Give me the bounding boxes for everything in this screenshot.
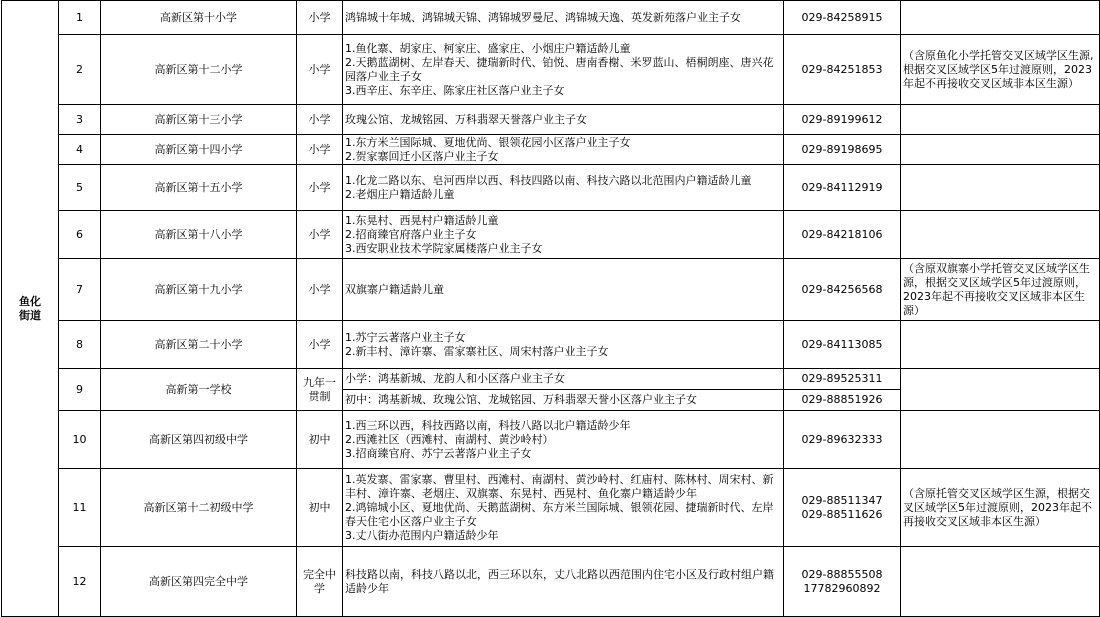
school-name: 高新区第十八小学 bbox=[101, 211, 297, 259]
area-line: 2.西滩社区（西滩村、南湖村、黄沙岭村） bbox=[345, 432, 554, 446]
note bbox=[901, 165, 1100, 211]
area-line: 2.贺家寨回迁小区落户业主子女 bbox=[345, 149, 499, 163]
note bbox=[901, 369, 1100, 411]
street-name: 鱼化 街道 bbox=[2, 1, 59, 617]
note bbox=[901, 211, 1100, 259]
phone-line: 029-89199612 bbox=[801, 112, 883, 126]
area-line: 2.新丰村、漳许寨、雷家寨社区、周宋村落户业主子女 bbox=[345, 344, 609, 358]
area-line: 3.招商臻官府、苏宁云著落户业主子女 bbox=[345, 446, 532, 460]
school-name: 高新区第四初级中学 bbox=[101, 411, 297, 469]
area-line: 1.东晃村、西晃村户籍适龄儿童 bbox=[345, 213, 499, 227]
table-row bbox=[2, 35, 1100, 105]
area-line: 3.丈八街办范围内户籍适龄少年 bbox=[345, 528, 499, 542]
enrollment-area bbox=[343, 1, 784, 35]
row-number: 1 bbox=[59, 1, 101, 35]
school-name: 高新区第十小学 bbox=[101, 1, 297, 35]
row-number: 7 bbox=[59, 259, 101, 321]
phone-line: 029-88511626 bbox=[801, 507, 883, 521]
enrollment-area bbox=[343, 165, 784, 211]
school-name: 高新区第二十小学 bbox=[101, 321, 297, 369]
phone-line: 029-84258915 bbox=[801, 10, 883, 24]
note bbox=[901, 1, 1100, 35]
note bbox=[901, 105, 1100, 135]
enrollment-area bbox=[343, 135, 784, 165]
note: （含原鱼化小学托管交叉区域学区生源,根据交叉区域学区5年过渡原则，2023年起不再接收交叉区域非本区生源） bbox=[901, 35, 1100, 105]
row-number: 4 bbox=[59, 135, 101, 165]
note bbox=[901, 411, 1100, 469]
area-line: 3.西辛庄、东辛庄、陈家庄社区落户业主子女 bbox=[345, 83, 565, 97]
area-line: 科技路以南，科技八路以北，西三环以东，丈八北路以西范围内住宅小区及行政村组户籍适龄少年 bbox=[345, 567, 774, 595]
school-type: 小学 bbox=[297, 105, 343, 135]
row-number: 3 bbox=[59, 105, 101, 135]
phone-line: 029-84256568 bbox=[801, 282, 883, 296]
school-name: 高新区第十二小学 bbox=[101, 35, 297, 105]
area-line: 3.西安职业技术学院家属楼落户业主子女 bbox=[345, 241, 543, 255]
note bbox=[901, 135, 1100, 165]
school-name: 高新区第十四小学 bbox=[101, 135, 297, 165]
enrollment-area bbox=[343, 259, 784, 321]
row-number: 2 bbox=[59, 35, 101, 105]
phone-line: 029-88855508 bbox=[801, 567, 883, 581]
table-body bbox=[2, 1, 1100, 617]
school-type: 完全中学 bbox=[297, 547, 343, 617]
note bbox=[901, 321, 1100, 369]
phone bbox=[784, 411, 901, 469]
phone-line: 17782960892 bbox=[803, 581, 881, 595]
school-type: 九年一贯制 bbox=[297, 369, 343, 411]
phone-line: 029-84113085 bbox=[801, 337, 883, 351]
phone bbox=[784, 1, 901, 35]
enrollment-area bbox=[343, 411, 784, 469]
phone bbox=[784, 259, 901, 321]
area-line: 2.天鹅蓝湖树、左岸春天、捷瑞新时代、铂悦、唐南香榭、米罗蓝山、梧桐朗座、唐兴花园落户业主子女 bbox=[345, 55, 774, 83]
table-row bbox=[2, 321, 1100, 369]
enrollment-table bbox=[1, 0, 1100, 617]
phone-line: 029-88511347 bbox=[801, 493, 883, 507]
phone bbox=[784, 469, 901, 547]
school-name: 高新区第十五小学 bbox=[101, 165, 297, 211]
phone-line: 029-89198695 bbox=[801, 142, 883, 156]
table-row bbox=[2, 165, 1100, 211]
phone-line: 029-89632333 bbox=[801, 432, 883, 446]
enrollment-area bbox=[343, 321, 784, 369]
enrollment-area bbox=[343, 469, 784, 547]
table-row bbox=[2, 135, 1100, 165]
phone-primary: 029-89525311 bbox=[784, 369, 901, 390]
enrollment-area bbox=[343, 35, 784, 105]
note: （含原托管交叉区域学区生源，根据交叉区域学区5年过渡原则，2023年起不再接收交叉区域非本区生源） bbox=[901, 469, 1100, 547]
row-number: 8 bbox=[59, 321, 101, 369]
school-type: 小学 bbox=[297, 321, 343, 369]
school-type: 小学 bbox=[297, 1, 343, 35]
enrollment-area bbox=[343, 547, 784, 617]
school-type: 小学 bbox=[297, 165, 343, 211]
table-row bbox=[2, 211, 1100, 259]
table-row bbox=[2, 259, 1100, 321]
school-type: 小学 bbox=[297, 259, 343, 321]
area-line: 玫瑰公馆、龙城铭园、万科翡翠天誉落户业主子女 bbox=[345, 112, 587, 126]
enrollment-area bbox=[343, 105, 784, 135]
area-line: 1.化龙二路以东、皂河西岸以西、科技四路以南、科技六路以北范围内户籍适龄儿童 bbox=[345, 173, 752, 187]
school-type: 初中 bbox=[297, 411, 343, 469]
enrollment-area-middle: 初中：鸿基新城、玫瑰公馆、龙城铭园、万科翡翠天誉小区落户业主子女 bbox=[343, 390, 784, 411]
area-line: 1.西三环以西，科技西路以南，科技八路以北户籍适龄少年 bbox=[345, 418, 631, 432]
area-line: 1.东方米兰国际城、夏地优尚、银领花园小区落户业主子女 bbox=[345, 135, 631, 149]
row-number: 9 bbox=[59, 369, 101, 411]
enrollment-area bbox=[343, 211, 784, 259]
table-row bbox=[2, 105, 1100, 135]
phone bbox=[784, 211, 901, 259]
note: （含原双旗寨小学托管交叉区域学区生源，根据交叉区域学区5年过渡原则，2023年起不再接收交叉区域非本区生源） bbox=[901, 259, 1100, 321]
school-type: 小学 bbox=[297, 35, 343, 105]
area-line: 鸿锦城十年城、鸿锦城天锦、鸿锦城罗曼尼、鸿锦城天逸、英发新苑落户业主子女 bbox=[345, 10, 741, 24]
school-name: 高新区第四完全中学 bbox=[101, 547, 297, 617]
school-name: 高新区第十九小学 bbox=[101, 259, 297, 321]
area-line: 2.老烟庄户籍适龄儿童 bbox=[345, 187, 455, 201]
school-type: 小学 bbox=[297, 135, 343, 165]
phone-line: 029-84218106 bbox=[801, 227, 883, 241]
table-row bbox=[2, 1, 1100, 35]
note bbox=[901, 547, 1100, 617]
table-row bbox=[2, 469, 1100, 547]
phone-middle: 029-88851926 bbox=[784, 390, 901, 411]
phone bbox=[784, 321, 901, 369]
row-number: 6 bbox=[59, 211, 101, 259]
phone bbox=[784, 547, 901, 617]
school-type: 初中 bbox=[297, 469, 343, 547]
school-name: 高新区第十三小学 bbox=[101, 105, 297, 135]
phone-line: 029-84112919 bbox=[801, 180, 883, 194]
area-line: 双旗寨户籍适龄儿童 bbox=[345, 282, 444, 296]
area-line: 2.招商臻官府落户业主子女 bbox=[345, 227, 477, 241]
area-line: 1.英发寨、雷家寨、曹里村、西滩村、南湖村、黄沙岭村、红庙村、陈林村、周宋村、新丰村、漳许寨、老烟庄、双旗寨、东晃村、西晃村、鱼化寨户籍适龄少年 bbox=[345, 472, 774, 500]
school-name: 高新区第十二初级中学 bbox=[101, 469, 297, 547]
phone-line: 029-84251853 bbox=[801, 62, 883, 76]
area-line: 1.苏宁云著落户业主子女 bbox=[345, 330, 466, 344]
enrollment-area-primary: 小学：鸿基新城、龙韵人和小区落户业主子女 bbox=[343, 369, 784, 390]
phone bbox=[784, 165, 901, 211]
table-row bbox=[2, 547, 1100, 617]
row-number: 11 bbox=[59, 469, 101, 547]
phone bbox=[784, 35, 901, 105]
school-name: 高新第一学校 bbox=[101, 369, 297, 411]
row-number: 10 bbox=[59, 411, 101, 469]
school-type: 小学 bbox=[297, 211, 343, 259]
phone bbox=[784, 135, 901, 165]
row-number: 12 bbox=[59, 547, 101, 617]
row-number: 5 bbox=[59, 165, 101, 211]
area-line: 1.鱼化寨、胡家庄、柯家庄、盛家庄、小烟庄户籍适龄儿童 bbox=[345, 41, 631, 55]
table-row bbox=[2, 411, 1100, 469]
table-row bbox=[2, 369, 1100, 390]
area-line: 2.鸿锦城小区、夏地优尚、天鹅蓝湖树、东方米兰国际城、银领花园、捷瑞新时代、左岸春天住宅小区落户业主子女 bbox=[345, 500, 774, 528]
phone bbox=[784, 105, 901, 135]
